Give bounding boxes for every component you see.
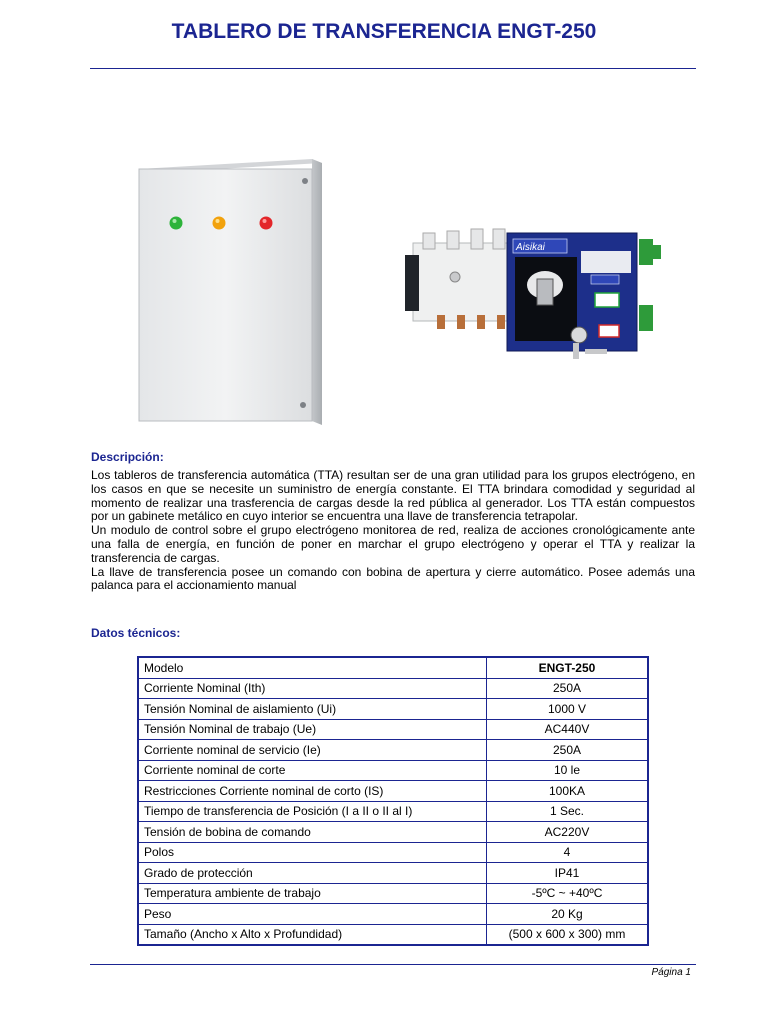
page-title: TABLERO DE TRANSFERENCIA ENGT-250 (171, 20, 597, 43)
table-row (138, 822, 648, 843)
description-heading: Descripción: (91, 450, 164, 464)
cabinet-image (137, 155, 337, 427)
spec-value: 100KA (487, 781, 649, 802)
table-row (138, 678, 648, 699)
description-text (91, 469, 695, 593)
table-row (138, 863, 648, 884)
spec-label: Tensión Nominal de trabajo (Ue) (138, 719, 487, 740)
spec-value: IP41 (487, 863, 649, 884)
spec-label: Tiempo de transferencia de Posición (I a II o II al I) (138, 801, 487, 822)
spec-label: Corriente nominal de corte (138, 760, 487, 781)
spec-value: 10 le (487, 760, 649, 781)
spec-value: 1000 V (487, 699, 649, 720)
table-row (138, 760, 648, 781)
footer-rule (90, 964, 696, 965)
transfer-switch-image (395, 215, 675, 380)
spec-value: 1 Sec. (487, 801, 649, 822)
table-row (138, 842, 648, 863)
description-paragraph: La llave de transferencia posee un comando con bobina de apertura y cierre automático. Posee además una palanca para el accionamiento manual (91, 564, 695, 593)
indicator-orange-light (213, 217, 226, 230)
device-brand-label: Aisikai (516, 242, 545, 253)
specifications-table (137, 656, 649, 946)
spec-value: -5ºC ~ +40ºC (487, 883, 649, 904)
indicator-green-light (170, 217, 183, 230)
table-row (138, 781, 648, 802)
header-rule (90, 68, 696, 69)
spec-value: 4 (487, 842, 649, 863)
spec-value: 250A (487, 678, 649, 699)
table-row (138, 740, 648, 761)
table-row (138, 924, 648, 945)
technical-data-heading: Datos técnicos: (91, 626, 181, 640)
spec-label: Corriente Nominal (Ith) (138, 678, 487, 699)
table-row (138, 883, 648, 904)
table-row (138, 801, 648, 822)
spec-label: Tamaño (Ancho x Alto x Profundidad) (138, 924, 487, 945)
spec-value: 250A (487, 740, 649, 761)
description-paragraph: Un modulo de control sobre el grupo electrógeno monitorea de red, realiza de acciones cronológicamente ante una falla de energía, en función de poner en marchar el grupo electrógeno y operar el TTA y realizar la transferencia de cargas. (91, 523, 695, 565)
spec-label: Modelo (138, 657, 487, 678)
spec-label: Tensión de bobina de comando (138, 822, 487, 843)
spec-label: Restricciones Corriente nominal de corto (IS) (138, 781, 487, 802)
spec-label: Grado de protección (138, 863, 487, 884)
indicator-red-light (260, 217, 273, 230)
page-number: Página 1 (651, 967, 691, 978)
spec-value: ENGT-250 (487, 657, 649, 678)
description-paragraph: Los tableros de transferencia automática (TTA) resultan ser de una gran utilidad para los grupos electrógeno, en los casos en que se necesite un suministro de energía constante. El TTA brindara comodidad y seguridad al momento de realizar una trasferencia de cargas desde la red pública al generador. Los TTA están compuestos por un gabinete metálico en cuyo interior se encuentra una llave de transferencia tetrapolar. (91, 468, 695, 524)
spec-label: Tensión Nominal de aislamiento (Ui) (138, 699, 487, 720)
table-row (138, 699, 648, 720)
spec-value: AC440V (487, 719, 649, 740)
spec-value: 20 Kg (487, 904, 649, 925)
spec-label: Polos (138, 842, 487, 863)
table-row (138, 904, 648, 925)
spec-label: Corriente nominal de servicio (Ie) (138, 740, 487, 761)
table-row (138, 657, 648, 678)
spec-value: AC220V (487, 822, 649, 843)
table-row (138, 719, 648, 740)
spec-value: (500 x 600 x 300) mm (487, 924, 649, 945)
spec-label: Peso (138, 904, 487, 925)
spec-label: Temperatura ambiente de trabajo (138, 883, 487, 904)
